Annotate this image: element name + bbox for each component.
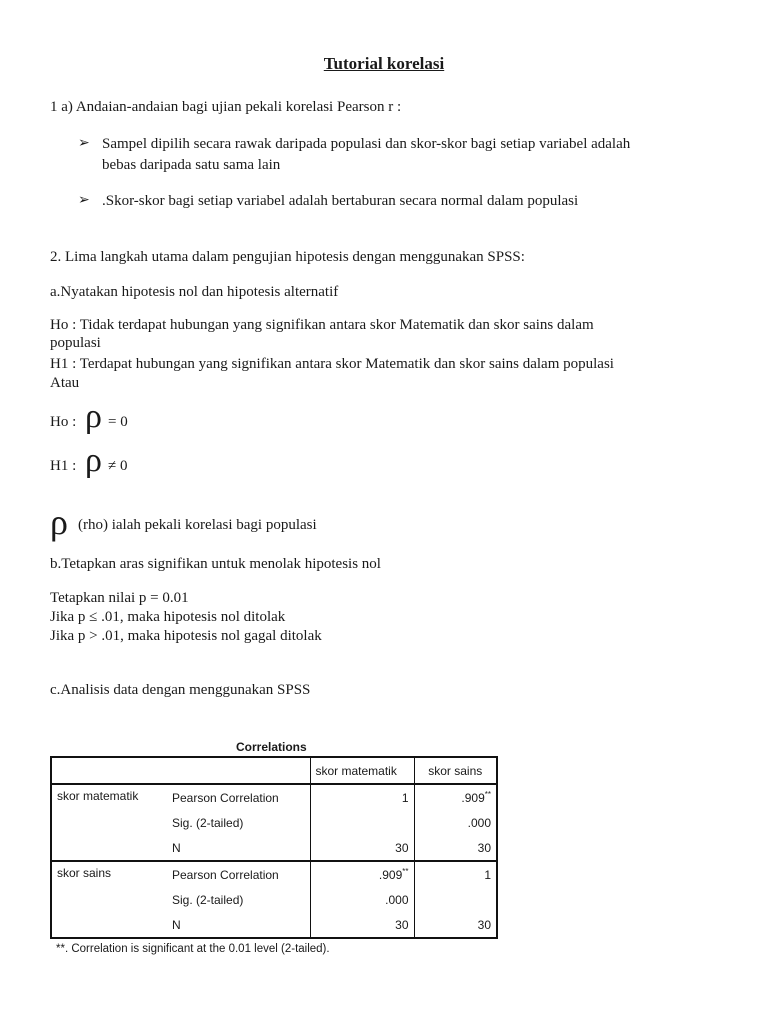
- cell-value: 30: [414, 835, 497, 861]
- cell-value-starred: .909**: [414, 784, 497, 810]
- h1-line: H1 : Terdapat hubungan yang signifikan antara skor Matematik dan skor sains dalam populasi: [50, 356, 614, 372]
- table-header-row: [51, 757, 497, 784]
- q2-c-heading: c.Analisis data dengan menggunakan SPSS: [50, 682, 311, 698]
- b-line3: Jika p > .01, maka hipotesis nol gagal ditolak: [50, 628, 322, 644]
- h1-formula-label: H1 :: [50, 458, 77, 474]
- rho-description: (rho) ialah pekali korelasi bagi populasi: [78, 517, 317, 533]
- row-label-sig: Sig. (2-tailed): [167, 887, 310, 912]
- cell-value: 1: [310, 784, 414, 810]
- cell-value: .000: [414, 810, 497, 835]
- cell-value-starred: .909**: [310, 861, 414, 887]
- bullet-arrow-icon: ➢: [78, 193, 90, 208]
- b-line2: Jika p ≤ .01, maka hipotesis nol ditolak: [50, 609, 286, 625]
- correlations-table: [50, 756, 498, 939]
- rho-symbol: ρ: [85, 442, 102, 479]
- bullet1-line1: Sampel dipilih secara rawak daripada populasi dan skor-skor bagi setiap variabel adalah: [102, 136, 631, 152]
- ho-line1: Ho : Tidak terdapat hubungan yang signifikan antara skor Matematik dan skor sains dalam: [50, 317, 594, 333]
- bullet1-line2: bebas daripada satu sama lain: [102, 157, 281, 173]
- cell-value: 30: [414, 912, 497, 938]
- cell-value: .000: [310, 887, 414, 912]
- q2-a-heading: a.Nyatakan hipotesis nol dan hipotesis alternatif: [50, 284, 339, 300]
- ho-formula-label: Ho :: [50, 414, 77, 430]
- cell-value: 1: [414, 861, 497, 887]
- table-row: [51, 861, 497, 887]
- cell-value: 30: [310, 835, 414, 861]
- cell-value: [414, 887, 497, 912]
- bullet2-text: .Skor-skor bagi setiap variabel adalah bertaburan secara normal dalam populasi: [102, 193, 579, 209]
- row-label-n: N: [167, 835, 310, 861]
- col-header-skor-matematik: skor matematik: [310, 757, 414, 784]
- atau-text: Atau: [50, 375, 80, 391]
- q2-heading: 2. Lima langkah utama dalam pengujian hipotesis dengan menggunakan SPSS:: [50, 249, 525, 265]
- rho-symbol: ρ: [85, 398, 102, 435]
- table-row: [51, 784, 497, 810]
- bullet-arrow-icon: ➢: [78, 136, 90, 151]
- row-label-pearson: Pearson Correlation: [167, 861, 310, 887]
- table-footnote: **. Correlation is significant at the 0.01 level (2-tailed).: [56, 943, 330, 955]
- rho-symbol: ρ: [50, 502, 68, 542]
- row-group-skor-matematik: skor matematik: [51, 784, 167, 861]
- ho-line2: populasi: [50, 335, 101, 351]
- header-empty-cell: [51, 757, 310, 784]
- q2-b-heading: b.Tetapkan aras signifikan untuk menolak hipotesis nol: [50, 556, 381, 572]
- row-label-sig: Sig. (2-tailed): [167, 810, 310, 835]
- col-header-skor-sains: skor sains: [414, 757, 497, 784]
- q1-heading: 1 a) Andaian-andaian bagi ujian pekali korelasi Pearson r :: [50, 99, 402, 115]
- row-label-n: N: [167, 912, 310, 938]
- row-label-pearson: Pearson Correlation: [167, 784, 310, 810]
- cell-value: 30: [310, 912, 414, 938]
- cell-value: [310, 810, 414, 835]
- table-title: Correlations: [236, 740, 307, 754]
- h1-formula-rel: ≠ 0: [108, 458, 128, 474]
- page-title: Tutorial korelasi: [323, 54, 445, 73]
- b-line1: Tetapkan nilai p = 0.01: [50, 590, 189, 606]
- row-group-skor-sains: skor sains: [51, 861, 167, 938]
- ho-formula-rel: = 0: [108, 414, 128, 430]
